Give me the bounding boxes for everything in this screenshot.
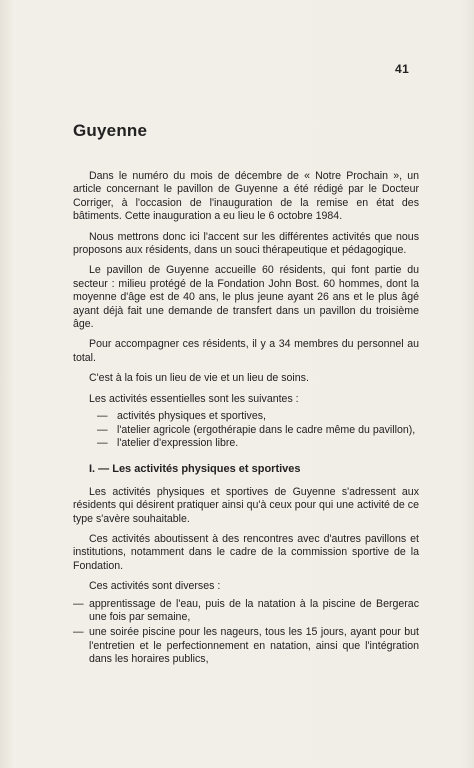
- article-body: [73, 170, 419, 669]
- paragraph: Le pavillon de Guyenne accueille 60 résidents, qui font partie du secteur : milieu protégé de la Fondation John Bost. 60 hommes, dont la moyenne d'âge est de 40 ans, le plus jeune ayant 26 ans et le plus âgé ayant déjà fait une demande de transfert dans un pavillon du troisième âge.: [73, 264, 419, 331]
- list-item: — l'atelier agricole (ergothérapie dans le cadre même du pavillon),: [97, 424, 419, 437]
- sport-activities-list: [73, 598, 419, 667]
- paragraph: Dans le numéro du mois de décembre de « Notre Prochain », un article concernant le pavillon de Guyenne a été rédigé par le Docteur Corriger, à l'occasion de l'inauguration de la remise en état des bâtiments. Cette inauguration a eu lieu le 6 octobre 1984.: [73, 170, 419, 223]
- paragraph: Ces activités sont diverses :: [89, 580, 221, 593]
- activities-list: [73, 410, 419, 450]
- paragraph: Les activités essentielles sont les suivantes :: [89, 392, 299, 405]
- paragraph: Les activités physiques et sportives de Guyenne s'adressent aux résidents qui désirent pratiquer ainsi qu'à ceux pour qui une activité de ce type s'avère souhaitable.: [73, 485, 419, 525]
- paragraph: Ces activités aboutissent à des rencontres avec d'autres pavillons et institutions, notamment dans le cadre de la commission sportive de la Fondation.: [73, 532, 419, 572]
- page-number: 41: [395, 62, 410, 76]
- list-item: — l'atelier d'expression libre.: [97, 437, 419, 450]
- page-title: Guyenne: [73, 121, 148, 140]
- paragraph: Nous mettrons donc ici l'accent sur les différentes activités que nous proposons aux résidents, dans un souci thérapeutique et pédagogique.: [73, 230, 419, 257]
- paragraph: C'est à la fois un lieu de vie et un lieu de soins.: [89, 372, 309, 385]
- list-item: — apprentissage de l'eau, puis de la natation à la piscine de Bergerac une fois par semaine,: [73, 598, 419, 625]
- paragraph: Pour accompagner ces résidents, il y a 34 membres du personnel au total.: [73, 338, 419, 364]
- section-heading: I. — Les activités physiques et sportives: [89, 463, 301, 476]
- list-item: — activités physiques et sportives,: [97, 410, 419, 423]
- list-item: — une soirée piscine pour les nageurs, tous les 15 jours, ayant pour but l'entretien et le perfectionnement en natation, ainsi que l'intégration dans les horaires publics,: [73, 626, 419, 666]
